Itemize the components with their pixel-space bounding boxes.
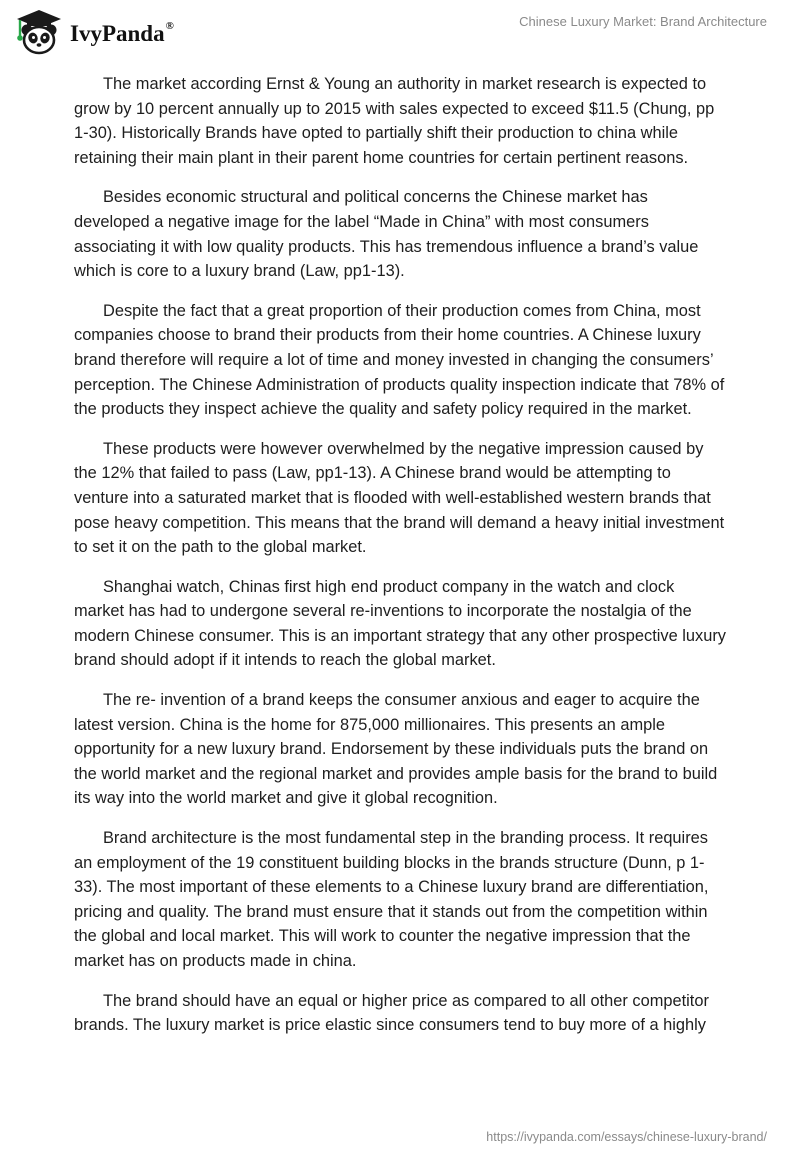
essay-body [74, 72, 726, 1053]
page-header [0, 0, 800, 64]
document-title: Chinese Luxury Market: Brand Architecture [519, 14, 767, 29]
ivypanda-logo[interactable] [14, 8, 174, 56]
paragraph: Shanghai watch, Chinas first high end product company in the watch and clock market has had to undergone several re-inventions to incorporate the nostalgia of the modern Chinese consumer. This is an important strategy that any other prospective luxury brand should adopt if it intends to reach the global market. [74, 577, 726, 670]
paragraph: Brand architecture is the most fundamental step in the branding process. It requires an employment of the 19 constituent building blocks in the brands structure (Dunn, p 1-33). The most important of these elements to a Chinese luxury brand are differentiation, pricing and quality. The brand must ensure that it stands out from the competition within the global and local market. This will work to counter the negative impression that the market has on products made in china. [74, 829, 709, 970]
paragraph: These products were however overwhelmed by the negative impression caused by the 12% that failed to pass (Law, pp1-13). A Chinese brand would be attempting to venture into a saturated market that is flooded with well-established western brands that pose heavy competition. This means that the brand will demand a heavy initial investment to set it on the path to the global market. [74, 439, 725, 557]
paragraph: The brand should have an equal or higher price as compared to all other competitor brands. The luxury market is price elastic since consumers tend to buy more of a highly [74, 991, 709, 1035]
paragraph: Besides economic structural and political concerns the Chinese market has developed a negative image for the label “Made in China” with most consumers associating it with low quality products. This has tremendous influence a brand’s value which is core to a luxury brand (Law, pp1-13). [74, 188, 699, 281]
brand-name: IvyPanda® [70, 20, 174, 46]
source-url[interactable]: https://ivypanda.com/essays/chinese-luxury-brand/ [486, 1130, 767, 1144]
paragraph: The re- invention of a brand keeps the consumer anxious and eager to acquire the latest version. China is the home for 875,000 millionaires. This presents an ample opportunity for a new luxury brand. Endorsement by these individuals puts the brand on the world market and the regional market and provides ample basis for the brand to build its way into the world market and give it global recognition. [74, 691, 718, 808]
paragraph: The market according Ernst & Young an authority in market research is expected to grow by 10 percent annually up to 2015 with sales expected to exceed $11.5 (Chung, pp 1-30). Historically Brands have opted to partially shift their production to china while retaining their main plant in their parent home countries for certain pertinent reasons. [74, 75, 715, 167]
paragraph: Despite the fact that a great proportion of their production comes from China, most companies choose to brand their products from their home countries. A Chinese luxury brand therefore will require a lot of time and money invested in changing the consumers’ perception. The Chinese Administration of products quality inspection indicate that 78% of the products they inspect achieve the quality and safety policy required in the market. [74, 301, 725, 419]
panda-mascot-icon [14, 8, 64, 56]
